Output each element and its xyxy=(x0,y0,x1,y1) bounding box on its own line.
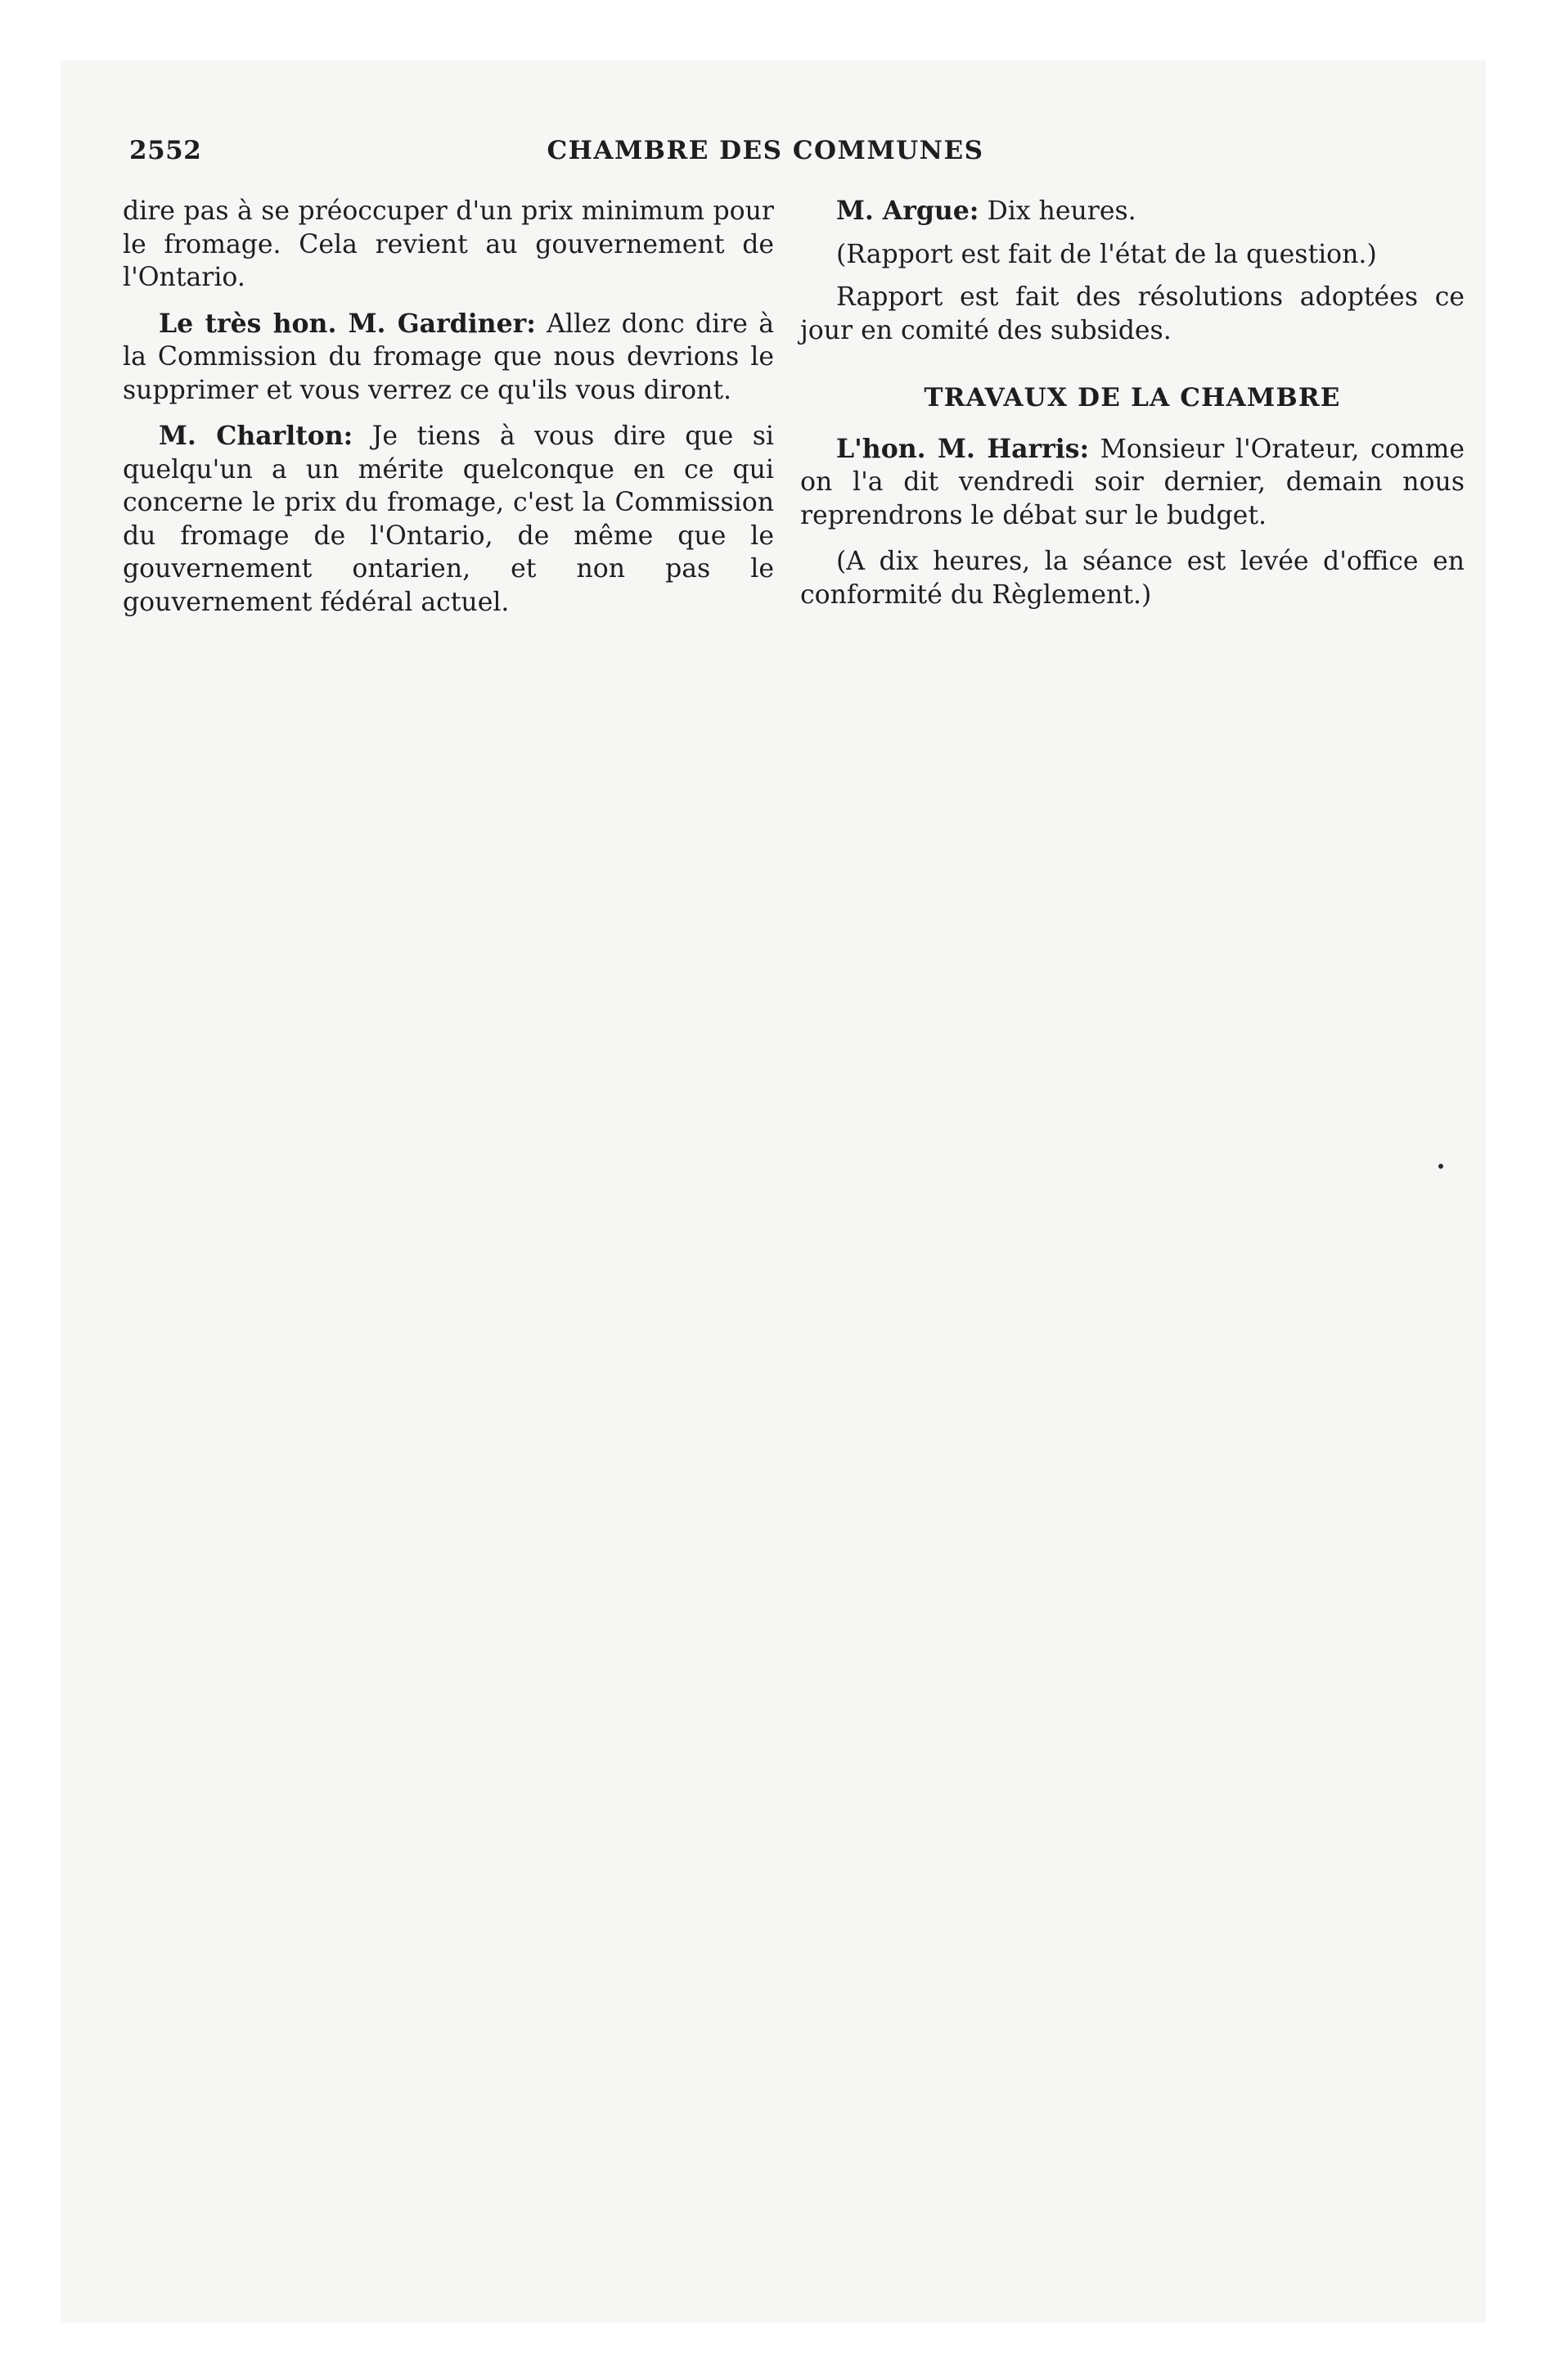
procedural-note: (Rapport est fait de l'état de la question.) xyxy=(836,239,1377,269)
ink-speck xyxy=(1438,1164,1443,1169)
procedural-note: (A dix heures, la séance est levée d'office en conformité du Règlement.) xyxy=(800,547,1465,610)
running-header xyxy=(129,136,1402,172)
right-column xyxy=(800,195,1465,611)
speech-text: Monsieur l'Orateur, comme on l'a dit vendredi soir dernier, demain nous reprendrons le débat sur le budget. xyxy=(800,434,1465,530)
speaker-name: Le très hon. M. Gardiner: xyxy=(159,308,536,339)
paragraph-continuation: dire pas à se préoccuper d'un prix minimum pour le fromage. Cela revient au gouvernement de l'Ontario. xyxy=(123,196,774,292)
paragraph-harris xyxy=(800,433,1465,533)
speaker-name: M. Charlton: xyxy=(159,421,353,451)
speech-text: Allez donc dire à la Commission du fromage que nous devrions le supprimer et vous verrez ce qu'ils vous diront. xyxy=(123,309,774,405)
speaker-name: M. Argue: xyxy=(836,196,979,226)
section-heading: TRAVAUX DE LA CHAMBRE xyxy=(924,383,1341,412)
page-title: CHAMBRE DES COMMUNES xyxy=(547,136,984,165)
left-column xyxy=(123,195,774,619)
speaker-name: L'hon. M. Harris: xyxy=(836,433,1090,464)
page-number: 2552 xyxy=(129,136,202,165)
procedural-note: Rapport est fait des résolutions adoptées ce jour en comité des subsides. xyxy=(800,282,1465,345)
speech-text: Je tiens à vous dire que si quelqu'un a un mérite quelconque en ce qui concerne le prix du fromage, c'est la Commission du fromage de l'Ontario, de même que le gouvernement ontarien, et non pas le gouvernement fédéral actuel. xyxy=(123,421,775,617)
paragraph-argue xyxy=(800,195,1465,228)
paragraph-charlton xyxy=(123,420,774,619)
speech-text: Dix heures. xyxy=(979,196,1136,226)
paragraph-gardiner xyxy=(123,308,774,408)
